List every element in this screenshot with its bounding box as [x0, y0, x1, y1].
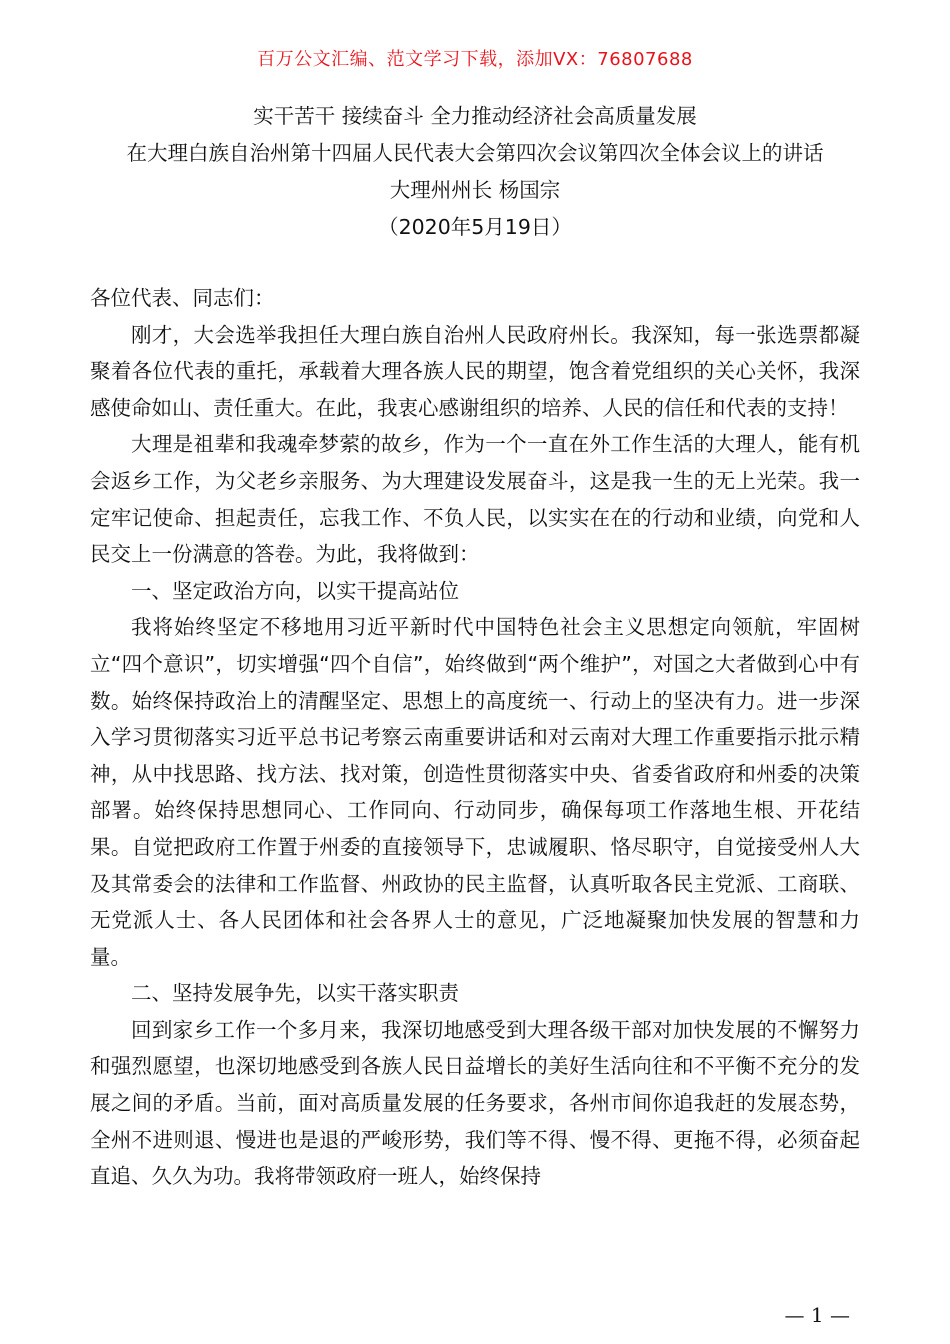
- document-date: （2020年5月19日）: [378, 215, 572, 239]
- section-heading: 二、坚持发展争先，以实干落实职责: [131, 981, 459, 1006]
- document-body: [90, 280, 860, 1195]
- document-title-block: [0, 98, 950, 246]
- document-title: 实干苦干 接续奋斗 全力推动经济社会高质量发展: [253, 104, 697, 128]
- paragraph: 我将始终坚定不移地用习近平新时代中国特色社会主义思想定向领航，牢固树立“四个意识”，切实增强“四个自信”，始终做到“两个维护”，对国之大者做到心中有数。始终保持政治上的清醒坚定、思想上的高度统一、行动上的坚决有力。进一步深入学习贯彻落实习近平总书记考察云南重要讲话和对云南对大理工作重要指示批示精神，从中找思路、找方法、找对策，创造性贯彻落实中央、省委省政府和州委的决策部署。始终保持思想同心、工作同向、行动同步，确保每项工作落地生根、开花结果。自觉把政府工作置于州委的直接领导下，忠诚履职、恪尽职守，自觉接受州人大及其常委会的法律和工作监督、州政协的民主监督，认真听取各民主党派、工商联、无党派人士、各人民团体和社会各界人士的意见，广泛地凝聚加快发展的智慧和力量。: [90, 615, 860, 969]
- document-subtitle: 在大理白族自治州第十四届人民代表大会第四次会议第四次全体会议上的讲话: [126, 141, 824, 165]
- page-number-footer: [0, 1302, 950, 1328]
- paragraph: 刚才，大会选举我担任大理白族自治州人民政府州长。我深知，每一张选票都凝聚着各位代表的重托，承载着大理各族人民的期望，饱含着党组织的关心关怀，我深感使命如山、责任重大。在此，我衷心感谢组织的培养、人民的信任和代表的支持！: [90, 322, 860, 420]
- document-author: 大理州州长 杨国宗: [389, 178, 561, 202]
- salutation: 各位代表、同志们：: [90, 286, 275, 310]
- page-number: — 1 —: [784, 1303, 850, 1327]
- section-heading: 一、坚定政治方向，以实干提高站位: [131, 578, 459, 603]
- paragraph: 大理是祖辈和我魂牵梦萦的故乡，作为一个一直在外工作生活的大理人，能有机会返乡工作，为父老乡亲服务、为大理建设发展奋斗，这是我一生的无上光荣。我一定牢记使命、担起责任，忘我工作、不负人民，以实实在在的行动和业绩，向党和人民交上一份满意的答卷。为此，我将做到：: [90, 432, 860, 567]
- watermark-banner: 百万公文汇编、范文学习下载，添加VX：76807688: [257, 49, 693, 70]
- paragraph: 回到家乡工作一个多月来，我深切地感受到大理各级干部对加快发展的不懈努力和强烈愿望，也深切地感受到各族人民日益增长的美好生活向往和不平衡不充分的发展之间的矛盾。当前，面对高质量发展的任务要求，各州市间你追我赶的发展态势，全州不进则退、慢进也是退的严峻形势，我们等不得、慢不得、更拖不得，必须奋起直追、久久为功。我将带领政府一班人，始终保持: [90, 1017, 860, 1189]
